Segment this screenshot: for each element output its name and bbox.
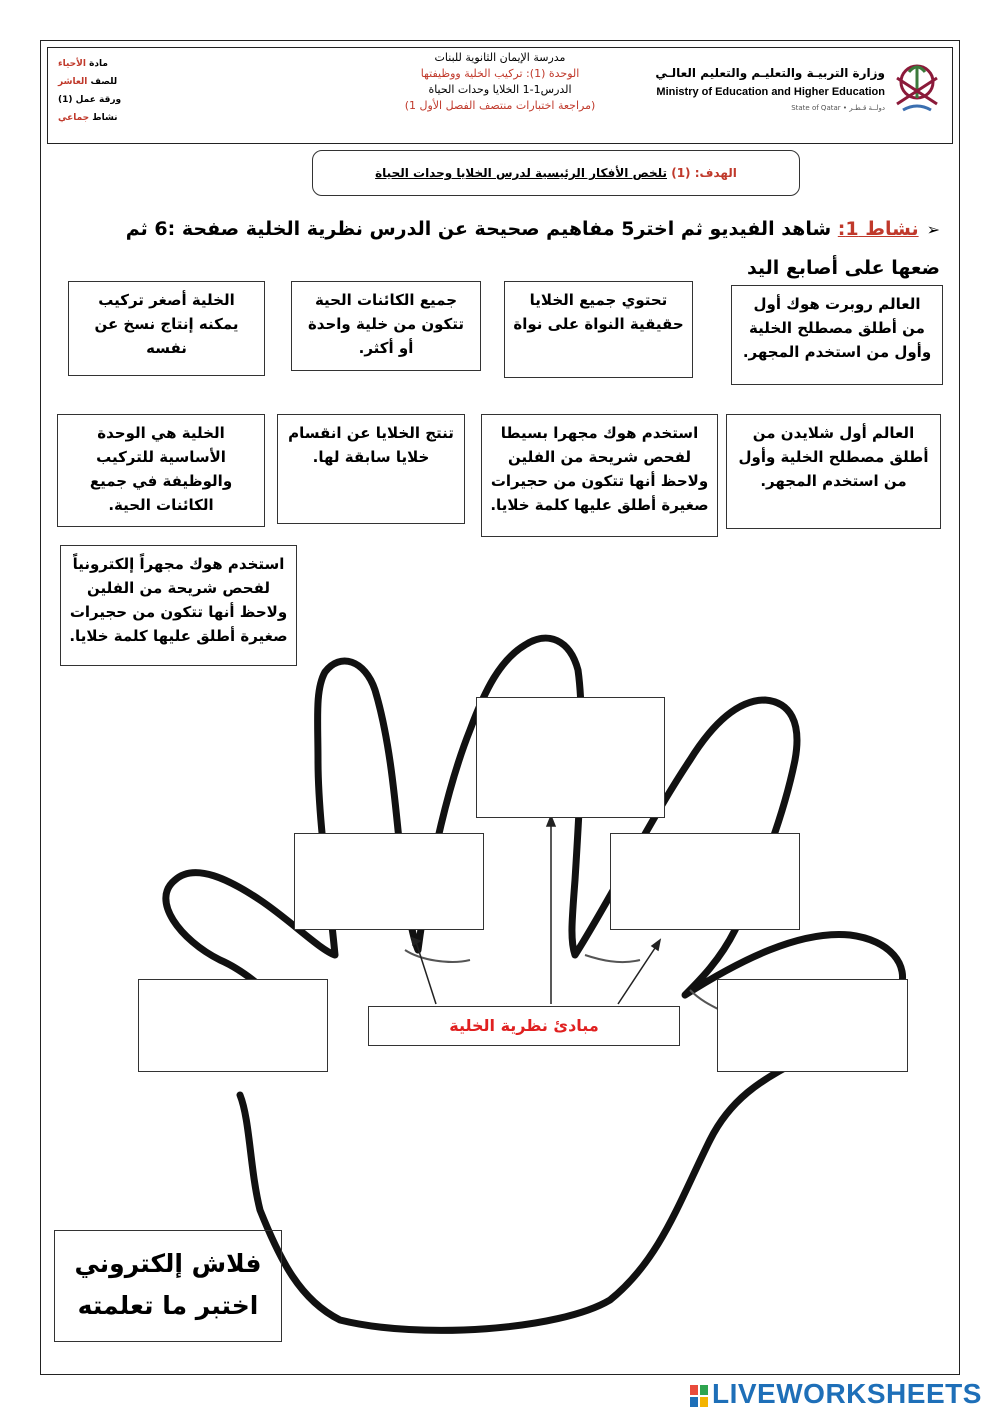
ministry-name-en: Ministry of Education and Higher Education xyxy=(656,86,885,98)
grade-value: العاشر xyxy=(58,77,88,87)
cell-theory-principles-label: مبادئ نظرية الخلية xyxy=(368,1006,680,1046)
drop-box-ring-finger[interactable] xyxy=(610,833,800,930)
unit-title: الوحدة (1): تركيب الخلية ووظيفتها xyxy=(420,67,580,80)
concept-card[interactable]: تنتج الخلايا عن انقسام خلايا سابقة لها. xyxy=(277,414,465,524)
concept-card[interactable]: تحتوي جميع الخلايا حقيقية النواة على نواة xyxy=(504,281,693,378)
flash-quiz-box xyxy=(54,1230,282,1342)
concept-card[interactable]: العالم أول شلايدن من أطلق مصطلح الخلية وأول من استخدم المجهر. xyxy=(726,414,941,529)
arrow-bullet-icon: ➢ xyxy=(926,220,940,239)
subject-label: مادة xyxy=(89,59,108,69)
goal-label: الهدف: (1) xyxy=(671,166,737,180)
state-name: State of Qatar • دولــة قـطـر xyxy=(791,104,885,112)
drop-box-little-finger[interactable] xyxy=(717,979,908,1072)
concept-card[interactable]: الخلية أصغر تركيب يمكنه إنتاج نسخ عن نفسه xyxy=(68,281,265,376)
drop-box-index-finger[interactable] xyxy=(294,833,484,930)
flash-line-1: فلاش إلكتروني xyxy=(74,1249,262,1278)
concept-card[interactable]: جميع الكائنات الحية تتكون من خلية واحدة أو أكثر. xyxy=(291,281,481,371)
review-note: (مراجعة اختبارات منتصف الفصل الأول 1) xyxy=(404,99,596,112)
goal-text: تلخص الأفكار الرئيسية لدرس الخلايا وحدات الحياة xyxy=(375,166,668,180)
ministry-name-ar: وزارة التربيـة والتعليـم والتعليم العالـي xyxy=(655,66,885,80)
activity-text: شاهد الفيديو ثم اختر5 مفاهيم صحيحة عن الدرس نظرية الخلية صفحة :6 ثم ضعها على أصابع اليد xyxy=(125,218,940,279)
brand-text: LIVEWORKSHEETS xyxy=(712,1378,982,1409)
subject-value: الأحياء xyxy=(58,59,86,69)
concept-card[interactable]: استخدم هوك مجهراً إلكترونياً لفحص شريحة من الفلين ولاحظ أنها تتكون من حجيرات صغيرة أطلق عليها كلمة خلايا. xyxy=(60,545,297,666)
liveworksheets-icon xyxy=(690,1385,708,1407)
concept-card[interactable]: استخدم هوك مجهرا بسيطا لفحص شريحة من الفلين ولاحظ أنها تتكون من حجيرات صغيرة أطلق عليها كلمة خلايا. xyxy=(481,414,718,537)
drop-box-thumb[interactable] xyxy=(138,979,328,1072)
school-name: مدرسة الإيمان الثانوية للبنات xyxy=(434,51,566,64)
lesson-title: الدرس1-1 الخلايا وحدات الحياة xyxy=(428,83,572,96)
drop-box-middle-finger[interactable] xyxy=(476,697,665,818)
concept-card[interactable]: العالم روبرت هوك أول من أطلق مصطلح الخلية وأول من استخدم المجهر. xyxy=(731,285,943,385)
liveworksheets-logo xyxy=(690,1378,990,1410)
activity-type-label: نشاط xyxy=(92,113,118,123)
flash-line-2: اختبر ما تعلمته xyxy=(77,1291,259,1320)
activity-type-value: جماعي xyxy=(58,113,90,123)
concept-card[interactable]: الخلية هي الوحدة الأساسية للتركيب والوظيفة في جميع الكائنات الحية. xyxy=(57,414,265,527)
grade-label: للصف xyxy=(90,77,118,87)
sheet-number: ورقة عمل (1) xyxy=(58,95,122,105)
activity-label: نشاط 1: xyxy=(837,218,919,240)
